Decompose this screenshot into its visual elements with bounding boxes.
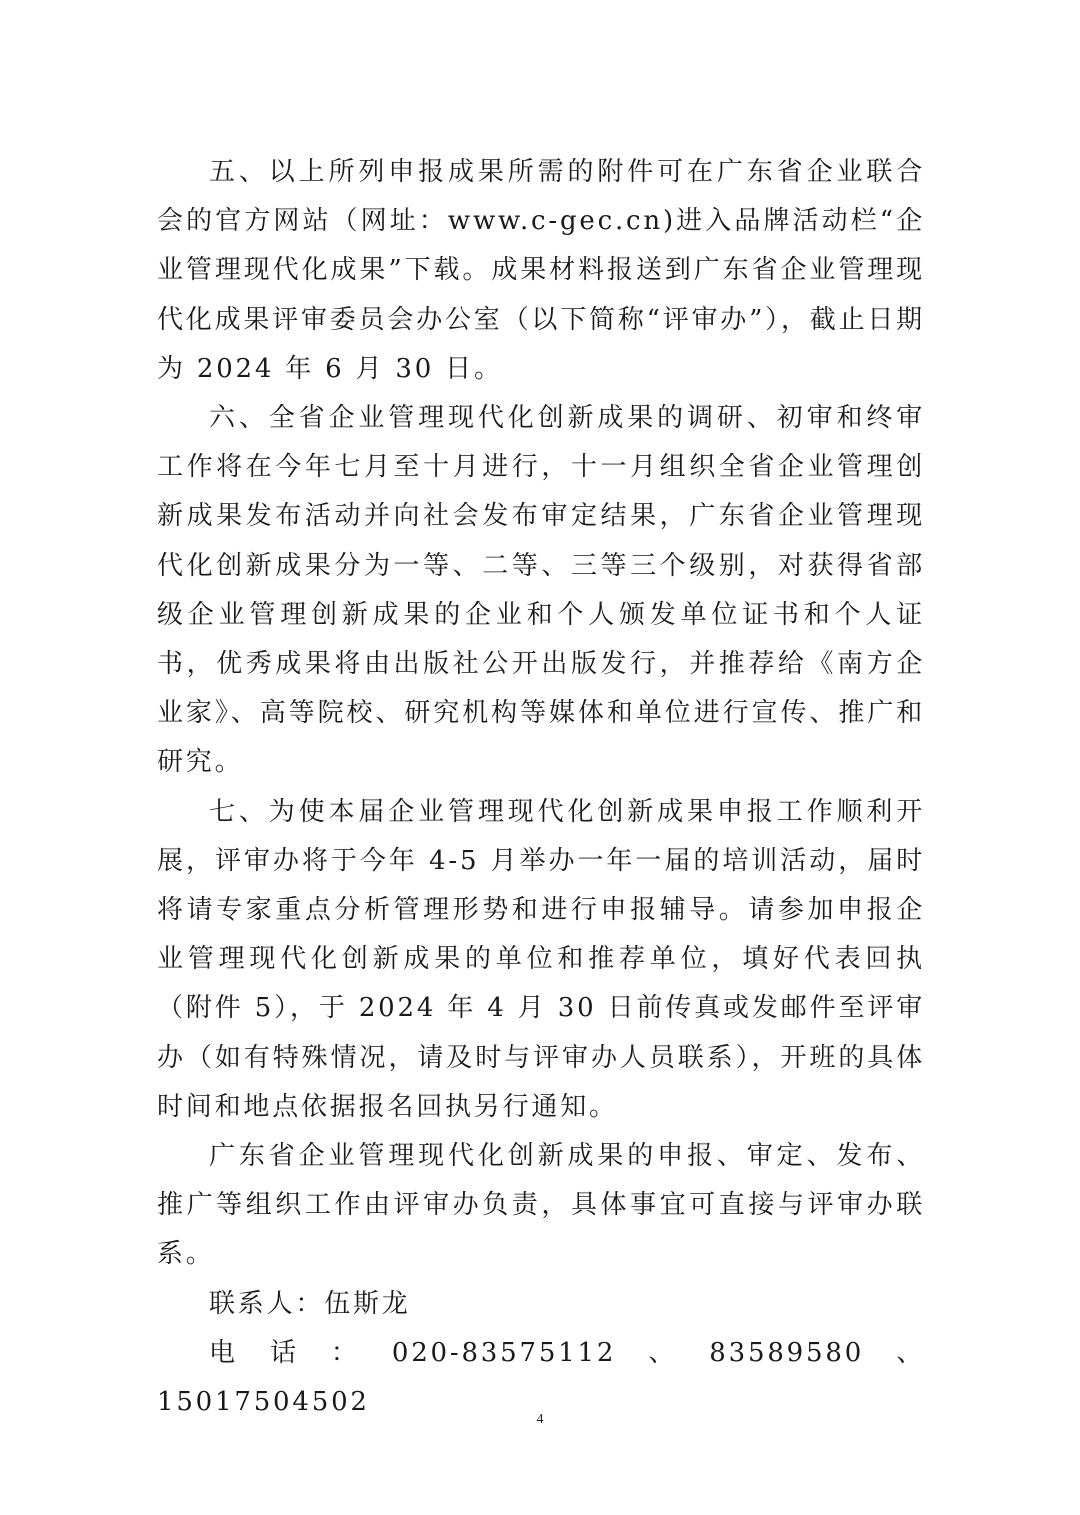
contact-person: 联系人：伍斯龙: [209, 1288, 411, 1319]
contact-phone: 电话：020-83575112、83589580、15017504502: [157, 1337, 925, 1418]
paragraph-6-review-process: 六、全省企业管理现代化创新成果的调研、初审和终审工作将在今年七月至十月进行，十一月组织全省企业管理创新成果发布活动并向社会发布审定结果，广东省企业管理现代化创新成果分为一等、二等、三等三个级别，对获得省部级企业管理创新成果的企业和个人颁发单位证书和个人证书，优秀成果将由出版社公开出版发行，并推荐给《南方企业家》、高等院校、研究机构等媒体和单位进行宣传、推广和研究。: [157, 403, 925, 778]
paragraph-7-training: 七、为使本届企业管理现代化创新成果申报工作顺利开展，评审办将于今年 4-5 月举办一年一届的培训活动，届时将请专家重点分析管理形势和进行申报辅导。请参加申报企业管理现代化创新成果的单位和推荐单位，填好代表回执（附件 5），于 2024 年 4 月 30 日前传真或发邮件至评审办（如有特殊情况，请及时与评审办人员联系），开班的具体时间和地点依据报名回执另行通知。: [157, 796, 925, 1122]
paragraph-organization: 广东省企业管理现代化创新成果的申报、审定、发布、推广等组织工作由评审办负责，具体事宜可直接与评审办联系。: [157, 1141, 925, 1270]
page-number: 4: [536, 1412, 544, 1427]
paragraph-5-attachments: 五、以上所列申报成果所需的附件可在广东省企业联合会的官方网站（网址：www.c-gec.cn)进入品牌活动栏“企业管理现代化成果”下载。成果材料报送到广东省企业管理现代化成果评审委员会办公室（以下简称“评审办”），截止日期为 2024 年 6 月 30 日。: [157, 157, 925, 384]
document-body: [157, 148, 925, 1427]
